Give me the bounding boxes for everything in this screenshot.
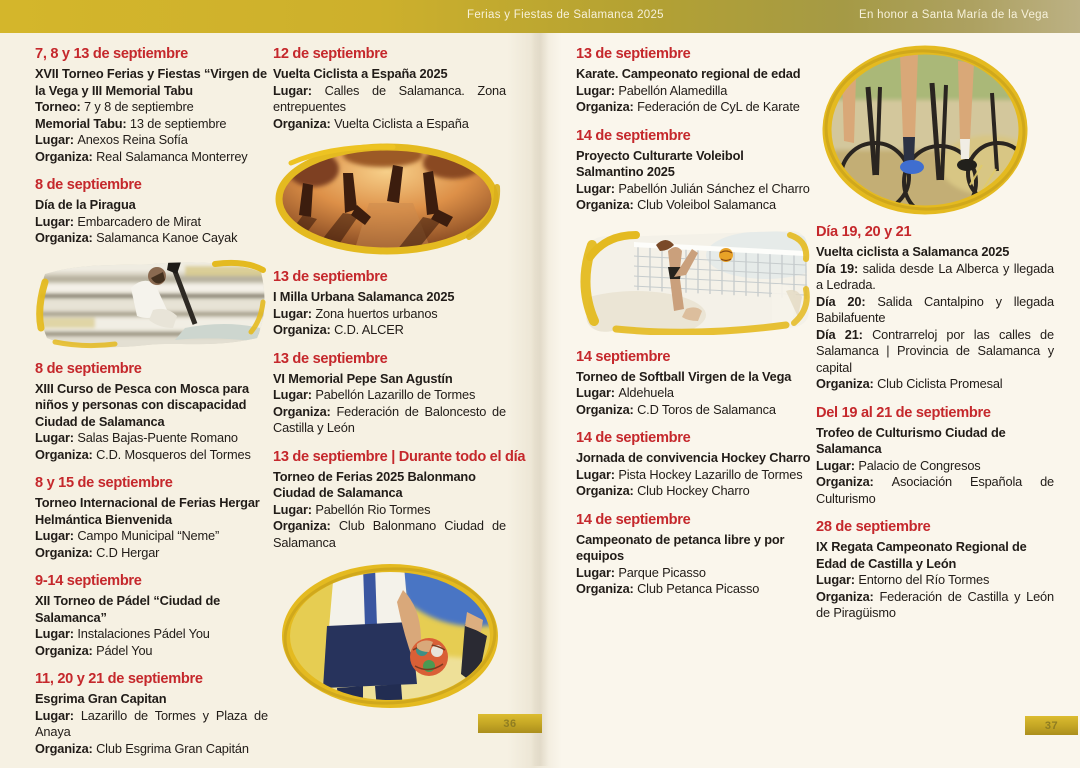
event-detail-label: Organiza: — [576, 197, 638, 212]
event-detail-label: Torneo: — [35, 99, 85, 114]
kayak-photo-art — [35, 258, 268, 350]
event-detail-label: Organiza: — [816, 588, 880, 604]
event-detail-label: Lugar: — [273, 305, 316, 321]
event-detail: Lugar: Pabellón Lazarillo de Tormes — [273, 387, 476, 402]
event-date: 13 de septiembre — [273, 350, 388, 367]
event-title: Campeonato de petanca libre y por equipos — [576, 531, 785, 563]
event-detail: Lugar: Anexos Reina Sofía — [35, 132, 188, 147]
event-date: 7, 8 y 13 de septiembre — [35, 46, 188, 62]
event-detail: Organiza: Club Ciclista Promesal — [816, 376, 1003, 391]
event-listing — [35, 45, 268, 165]
event-detail-label: Lugar: — [273, 82, 325, 98]
event-detail-label: Día 20: — [816, 293, 878, 309]
event-detail-label: Lugar: — [576, 466, 619, 482]
event-date: 8 de septiembre — [35, 177, 142, 193]
event-detail-label: Organiza: — [576, 581, 638, 596]
event-title: IX Regata Campeonato Regional de Edad de Castilla y León — [816, 539, 1027, 571]
event-listing — [576, 511, 812, 598]
event-title: Torneo de Softball Virgen de la Vega — [576, 368, 792, 384]
event-listing — [35, 670, 268, 757]
event-detail: Memorial Tabu: 13 de septiembre — [35, 115, 227, 131]
event-listing — [273, 45, 506, 132]
event-date: 14 de septiembre — [576, 127, 691, 144]
event-detail-label: Lugar: — [273, 387, 316, 402]
event-detail-label: Organiza: — [35, 148, 97, 164]
event-date: 14 de septiembre — [576, 430, 691, 446]
event-date: 8 y 15 de septiembre — [35, 475, 173, 491]
event-detail-label: Lugar: — [35, 528, 78, 543]
event-detail: Organiza: C.D. Mosqueros del Tormes — [35, 446, 251, 462]
event-detail-label: Lugar: — [35, 132, 78, 147]
event-detail: Organiza: Federación de Baloncesto de Castilla y León — [273, 403, 506, 435]
event-detail: Organiza: C.D Hergar — [35, 544, 160, 560]
event-date: 28 de septiembre — [816, 519, 931, 535]
event-detail-label: Día 21: — [816, 326, 873, 342]
event-date: Día 19, 20 y 21 — [816, 224, 912, 240]
event-date: 14 septiembre — [576, 348, 671, 365]
event-detail: Lugar: Palacio de Congresos — [816, 457, 981, 473]
event-detail-label: Lugar: — [816, 572, 859, 587]
event-detail: Lugar: Entorno del Río Tormes — [816, 572, 990, 587]
cyclists-photo-art — [820, 45, 1030, 215]
event-detail: Organiza: Club Petanca Picasso — [576, 581, 760, 596]
handball-photo-art — [279, 562, 501, 710]
event-detail: Organiza: Pádel You — [35, 642, 153, 658]
event-detail: Organiza: Club Esgrima Gran Capitán — [35, 740, 249, 756]
column-4 — [816, 45, 1054, 633]
event-detail-label: Organiza: — [816, 474, 892, 489]
event-detail: Lugar: Embarcadero de Mirat — [35, 213, 201, 229]
event-listing — [816, 404, 1054, 508]
event-detail: Lugar: Instalaciones Pádel You — [35, 626, 210, 641]
event-detail-label: Lugar: — [576, 82, 619, 98]
volleyball-photo-art — [576, 225, 812, 335]
event-detail: Organiza: Real Salamanca Monterrey — [35, 148, 248, 164]
event-listing — [816, 518, 1054, 622]
header-title-right: En honor a Santa María de la Vega — [859, 9, 1049, 21]
page-number-left: 36 — [478, 714, 542, 733]
event-detail-label: Organiza: — [273, 322, 335, 337]
event-detail-label: Lugar: — [576, 180, 619, 196]
event-detail: Organiza: C.D Toros de Salamanca — [576, 401, 776, 417]
event-detail-label: Lugar: — [35, 626, 78, 641]
event-detail-label: Organiza: — [35, 740, 97, 756]
event-detail: Lugar: Pabellón Rio Tormes — [273, 501, 431, 517]
event-date: 12 de septiembre — [273, 46, 388, 62]
event-listing — [35, 572, 268, 659]
event-detail: Lugar: Calles de Salamanca. Zona entrepuentes — [273, 82, 506, 114]
event-detail: Organiza: Club Balonmano Ciudad de Salamanca — [273, 518, 506, 550]
event-listing — [576, 348, 812, 419]
event-detail-label: Organiza: — [273, 518, 339, 533]
event-detail-label: Memorial Tabu: — [35, 115, 130, 131]
event-title: Trofeo de Culturismo Ciudad de Salamanca — [816, 424, 1006, 456]
event-title: Vuelta ciclista a Salamanca 2025 — [816, 244, 1010, 259]
handball-photo — [279, 562, 501, 710]
event-detail: Día 20: Salida Cantalpino y llegada Babilafuente — [816, 293, 1054, 325]
event-detail: Organiza: Federación de Castilla y León de Piragüismo — [816, 588, 1054, 620]
event-detail: Organiza: Vuelta Ciclista a España — [273, 115, 469, 131]
event-title: Torneo de Ferias 2025 Balonmano Ciudad de Salamanca — [273, 468, 476, 500]
event-listing — [273, 268, 506, 339]
column-2 — [273, 45, 526, 710]
event-detail: Lugar: Zona huertos urbanos — [273, 305, 438, 321]
header-title-left: Ferias y Fiestas de Salamanca 2025 — [467, 9, 664, 21]
event-detail: Organiza: Club Voleibol Salamanca — [576, 197, 776, 212]
event-date: 13 de septiembre | Durante todo el día — [273, 448, 526, 465]
event-listing — [35, 474, 268, 561]
event-title: XVII Torneo Ferias y Fiestas “Virgen de la Vega y III Memorial Tabu — [35, 66, 267, 98]
column-3 — [576, 45, 812, 609]
event-detail: Organiza: Asociación Española de Culturismo — [816, 474, 1055, 506]
event-listing — [35, 176, 268, 247]
event-detail: Lugar: Pabellón Julián Sánchez el Charro — [576, 180, 810, 196]
event-detail-label: Organiza: — [35, 642, 97, 658]
event-listing — [576, 429, 812, 500]
event-detail-label: Organiza: — [576, 99, 638, 114]
event-title: XII Torneo de Pádel “Ciudad de Salamanca” — [35, 593, 221, 625]
event-detail-label: Organiza: — [576, 483, 638, 498]
event-title: XIII Curso de Pesca con Mosca para niños y personas con discapacidad Ciudad de Salamanca — [35, 380, 249, 429]
event-detail: Torneo: 7 y 8 de septiembre — [35, 99, 194, 114]
event-detail: Lugar: Aldehuela — [576, 385, 674, 400]
event-detail-label: Organiza: — [273, 403, 337, 419]
event-detail: Organiza: Club Hockey Charro — [576, 483, 750, 498]
event-listing — [816, 223, 1054, 393]
event-title: Vuelta Ciclista a España 2025 — [273, 66, 448, 81]
event-detail: Lugar: Pista Hockey Lazarillo de Tormes — [576, 466, 803, 482]
event-detail: Lugar: Parque Picasso — [576, 564, 706, 580]
event-detail-label: Lugar: — [576, 564, 619, 580]
event-listing — [273, 350, 506, 437]
event-date: 13 de septiembre — [273, 269, 388, 285]
event-detail: Día 21: Contrarreloj por las calles de Salamanca | Provincia de Salamanca y capital — [816, 326, 1054, 375]
event-title: Torneo Internacional de Ferias Hergar Helmántica Bienvenida — [35, 495, 260, 527]
kayak-photo — [35, 258, 268, 350]
event-date: 11, 20 y 21 de septiembre — [35, 671, 203, 687]
event-detail: Lugar: Salas Bajas-Puente Romano — [35, 430, 238, 445]
event-detail: Lugar: Lazarillo de Tormes y Plaza de Anaya — [35, 707, 268, 739]
event-title: VI Memorial Pepe San Agustín — [273, 370, 453, 386]
event-date: 13 de septiembre — [576, 46, 691, 62]
event-detail-label: Lugar: — [576, 385, 619, 400]
event-detail-label: Lugar: — [35, 430, 78, 445]
volleyball-photo — [576, 225, 812, 335]
event-date: 9-14 septiembre — [35, 573, 142, 589]
event-date: Del 19 al 21 de septiembre — [816, 404, 991, 421]
event-date: 8 de septiembre — [35, 360, 142, 377]
event-listing — [273, 448, 526, 552]
event-listing — [576, 127, 812, 214]
event-detail-label: Organiza: — [35, 544, 97, 560]
event-detail-label: Organiza: — [35, 230, 97, 245]
event-detail: Lugar: Pabellón Alamedilla — [576, 82, 728, 98]
event-detail-label: Lugar: — [35, 213, 78, 229]
event-detail-label: Organiza: — [273, 115, 335, 131]
event-detail: Día 19: salida desde La Alberca y llegada a Ledrada. — [816, 260, 1054, 292]
event-title: Karate. Campeonato regional de edad — [576, 66, 801, 81]
event-detail-label: Lugar: — [816, 457, 859, 473]
event-listing — [576, 45, 812, 116]
running-photo-art — [273, 143, 501, 255]
event-title: Esgrima Gran Capitan — [35, 691, 167, 706]
running-photo — [273, 143, 501, 255]
event-detail-label: Organiza: — [35, 446, 97, 462]
event-title: Proyecto Culturarte Voleibol Salmantino 2025 — [576, 147, 744, 179]
cyclists-photo — [820, 45, 1030, 215]
event-detail-label: Lugar: — [273, 501, 316, 517]
page-number-right: 37 — [1025, 716, 1078, 735]
event-date: 14 de septiembre — [576, 511, 691, 528]
event-title: Día de la Piragua — [35, 197, 136, 212]
event-detail: Organiza: Federación de CyL de Karate — [576, 99, 800, 114]
event-detail-label: Organiza: — [816, 376, 878, 391]
event-detail-label: Día 19: — [816, 260, 863, 276]
page-gutter — [531, 33, 549, 766]
event-detail: Organiza: C.D. ALCER — [273, 322, 404, 337]
event-detail-label: Lugar: — [35, 707, 81, 723]
column-1 — [35, 45, 268, 768]
event-title: Jornada de convivencia Hockey Charro — [576, 450, 811, 465]
event-listing — [35, 360, 268, 464]
event-detail-label: Organiza: — [576, 401, 638, 417]
event-detail: Lugar: Campo Municipal “Neme” — [35, 528, 220, 543]
event-detail: Organiza: Salamanca Kanoe Cayak — [35, 230, 238, 245]
event-title: I Milla Urbana Salamanca 2025 — [273, 289, 455, 304]
